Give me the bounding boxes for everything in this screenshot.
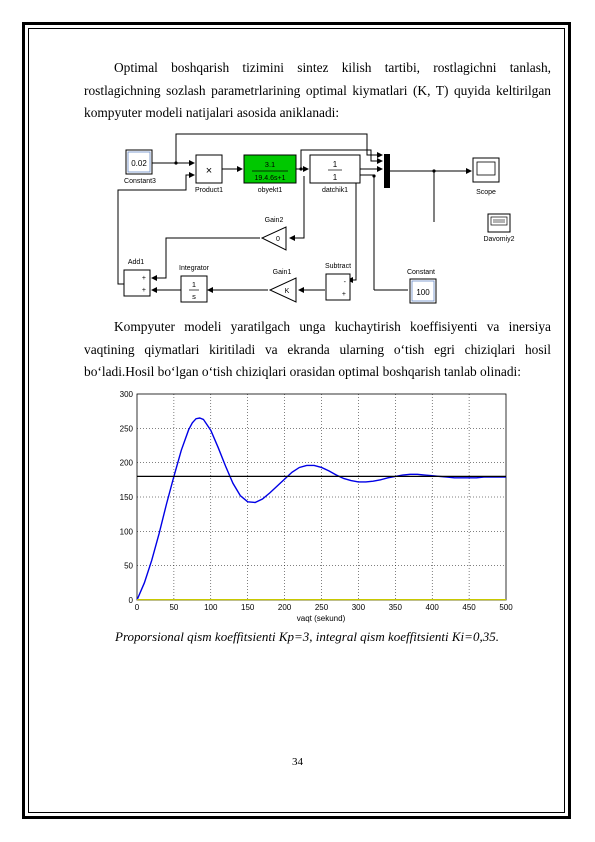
scope-label: Scope <box>476 189 496 196</box>
datchik-denominator: 1 <box>332 173 338 182</box>
x-tick-label: 50 <box>169 603 179 612</box>
add-block[interactable] <box>124 270 150 296</box>
gain2-value: 0 <box>276 236 280 243</box>
y-tick-label: 300 <box>119 390 133 399</box>
x-tick-label: 200 <box>277 603 292 612</box>
subtract-minus: - <box>343 279 346 286</box>
y-tick-label: 200 <box>119 458 133 468</box>
obyekt-numerator: 3.1 <box>264 160 276 169</box>
constant-block[interactable] <box>410 279 436 303</box>
constant-value: 100 <box>416 288 430 297</box>
constant3-block[interactable] <box>126 150 152 174</box>
x-axis-label: vaqt (sekund) <box>296 614 346 623</box>
datchik-numerator: 1 <box>332 160 338 169</box>
figure-caption: Proporsional qism koeffitsienti Kp=3, integral qism koeffitsienti Ki=0,35. <box>115 629 499 644</box>
transient-response-chart <box>106 388 518 626</box>
gain2-block[interactable] <box>262 227 286 250</box>
gain2-label: Gain2 <box>264 217 284 224</box>
y-tick-label: 250 <box>119 424 133 434</box>
datchik-block[interactable] <box>310 155 360 183</box>
model-description-paragraph: Kompyuter modeli yaratilgach unga kuchaytirish koeffisiyenti va inersiya vaqtining qiymatlari kiritiladi va ekranda ularning o‘tish egri chiziqlari hosil bo‘ladi.Hosil bo‘lgan o‘tish chiziqlari orasidan optimal boshqarish tanlab olinadi: <box>84 319 551 379</box>
x-tick-label: 450 <box>462 603 476 612</box>
product-symbol: × <box>205 165 213 177</box>
plot-grid <box>137 394 506 600</box>
integrator-numerator: 1 <box>191 280 197 289</box>
davomiy-label: Davomiy2 <box>483 236 515 243</box>
davomiy-block[interactable] <box>488 214 510 232</box>
x-tick-label: 400 <box>425 603 439 612</box>
obyekt-denominator: 19.4.6s+1 <box>254 175 286 182</box>
subtract-block[interactable] <box>326 274 350 300</box>
integrator-denominator: s <box>192 292 196 301</box>
subtract-label: Subtract <box>324 263 352 270</box>
x-tick-label: 300 <box>351 603 366 612</box>
gain1-value: K <box>284 288 290 295</box>
obyekt-label: obyekt1 <box>257 187 283 194</box>
obyekt-block[interactable] <box>244 155 296 183</box>
subtract-plus: + <box>341 291 346 298</box>
datchik-label: datchik1 <box>321 187 349 194</box>
simulink-diagram <box>116 130 526 305</box>
intro-paragraph: Optimal boshqarish tizimini sintez kilish tartibi, rostlagichni tanlash, rostlagichning sozlash parametrlarining optimal kiymatlari (K, T) quyida keltirilgan kompyuter modeli natijalari asosida aniklanadi: <box>84 60 551 120</box>
integrator-label: Integrator <box>179 265 209 272</box>
constant3-value: 0.02 <box>131 159 147 168</box>
scope-block[interactable] <box>473 158 499 182</box>
x-tick-label: 0 <box>134 603 140 612</box>
y-tick-label: 0 <box>128 596 133 605</box>
integrator-block[interactable] <box>181 276 207 302</box>
add-label: Add1 <box>127 259 145 266</box>
mux-block[interactable] <box>384 154 390 188</box>
product-label: Product1 <box>194 187 224 194</box>
gain1-block[interactable] <box>270 278 296 302</box>
add-plus-2: + <box>141 287 146 294</box>
x-tick-label: 350 <box>388 603 402 612</box>
x-tick-label: 100 <box>204 603 218 612</box>
product-block[interactable] <box>196 155 222 183</box>
x-tick-label: 500 <box>499 603 513 612</box>
y-tick-label: 50 <box>124 561 133 571</box>
constant3-label: Constant3 <box>124 178 156 185</box>
y-tick-label: 150 <box>119 493 133 502</box>
page-number: 34 <box>292 756 303 768</box>
constant-label: Constant <box>406 269 436 276</box>
y-tick-label: 100 <box>119 527 133 537</box>
x-tick-label: 150 <box>241 603 255 612</box>
gain1-label: Gain1 <box>272 269 292 276</box>
add-plus-1: + <box>141 275 146 282</box>
x-tick-label: 250 <box>314 603 329 612</box>
